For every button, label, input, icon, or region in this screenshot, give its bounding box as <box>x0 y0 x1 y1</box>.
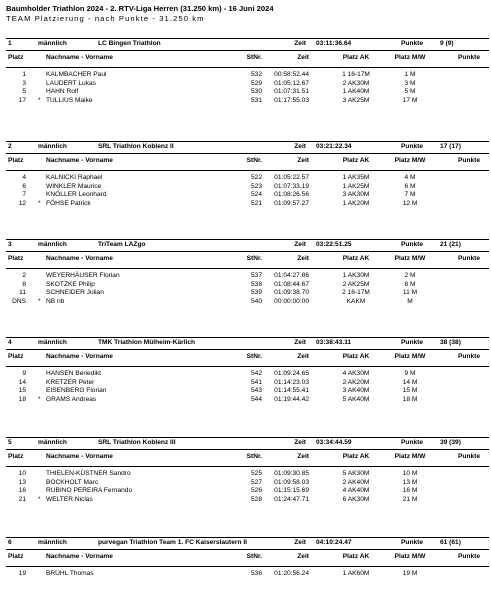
team-time: 03:11:36.64 <box>316 40 352 47</box>
member-platz: 12 <box>18 199 26 207</box>
member-platz-mw: 13 M <box>402 478 418 486</box>
team-time: 03:22:51.25 <box>316 241 352 248</box>
member-name: TULLIUS Maike <box>46 96 93 104</box>
member-marker: * <box>38 297 41 305</box>
member-platz: 17 <box>18 96 26 104</box>
divider <box>6 170 489 171</box>
member-platz-mw: 7 M <box>404 191 416 198</box>
col-punkte: Punkte <box>458 255 480 262</box>
col-stnr: StNr. <box>246 453 262 460</box>
member-name: BRÜHL Thomas <box>46 570 94 577</box>
member-platz: 9 <box>22 370 26 377</box>
member-platz-mw: 9 M <box>404 370 416 377</box>
team-rank: 2 <box>8 143 12 150</box>
col-platz: Platz <box>8 353 24 360</box>
col-zeit: Zeit <box>297 255 309 262</box>
member-name: FÖHSE Patrick <box>46 199 91 207</box>
member-platz-mw: 3 M <box>404 79 416 87</box>
member-zeit: 01:05:12.67 <box>274 79 309 87</box>
col-platz: Platz <box>8 54 24 61</box>
member-stnr: 528 <box>250 495 262 503</box>
member-zeit: 01:08:44.67 <box>274 280 309 288</box>
member-zeit: 00:00:00:00 <box>274 297 309 305</box>
member-marker: * <box>38 495 41 503</box>
member-zeit: 01:09:38.70 <box>274 289 309 296</box>
member-zeit: 01:14:55.41 <box>274 387 309 394</box>
col-zeit: Zeit <box>297 54 309 61</box>
member-platz-mw: 16 M <box>402 487 418 494</box>
member-platz-ak: 4 AK30M <box>342 370 370 377</box>
team-rank: 3 <box>8 241 12 248</box>
divider <box>6 349 489 350</box>
member-platz: 5 <box>22 88 26 95</box>
member-stnr: 532 <box>250 71 262 78</box>
member-platz: 3 <box>22 79 26 87</box>
team-time-label: Zeit <box>294 241 306 248</box>
member-stnr: 531 <box>250 96 262 104</box>
team-points-label: Punkte <box>401 339 423 346</box>
member-stnr: 521 <box>250 199 262 207</box>
member-stnr: 543 <box>250 387 262 394</box>
column-header-row <box>0 254 491 264</box>
col-platz-ak: Platz AK <box>342 553 370 560</box>
team-header-row <box>0 338 491 348</box>
member-platz-ak: 5 AK30M <box>342 470 370 477</box>
table-row <box>0 395 491 405</box>
team-name: SRL Triathlon Koblenz III <box>98 439 176 446</box>
member-platz-mw: 2 M <box>404 272 416 279</box>
col-stnr: StNr. <box>246 553 262 560</box>
member-platz-ak: 4 AK40M <box>342 487 370 494</box>
col-stnr: StNr. <box>246 157 262 164</box>
member-zeit: 01:15:15.69 <box>274 487 309 494</box>
member-name: KNÖLLER Leonhard <box>46 191 107 198</box>
team-points: 9 (9) <box>440 40 454 47</box>
column-header-row <box>0 552 491 562</box>
member-platz: 2 <box>22 272 26 279</box>
member-name: KALMBACHER Paul <box>46 71 107 78</box>
table-row <box>0 569 491 579</box>
col-name: Nachname - Vorname <box>46 553 113 560</box>
member-platz-mw: 18 M <box>402 395 418 403</box>
col-platz-mw: Platz M/W <box>394 453 426 460</box>
member-stnr: 541 <box>250 378 262 386</box>
member-stnr: 526 <box>250 487 262 494</box>
member-platz: 4 <box>22 174 26 181</box>
member-name: WINKLER Maurice <box>46 182 102 190</box>
member-platz: 18 <box>18 395 26 403</box>
member-zeit: 01:09:57.27 <box>274 199 309 207</box>
team-time-label: Zeit <box>294 439 306 446</box>
member-stnr: 529 <box>250 79 262 87</box>
team-time: 03:34:44.59 <box>316 439 352 446</box>
member-name: SCHNEIDER Julian <box>46 289 104 296</box>
member-stnr: 530 <box>250 88 262 95</box>
col-punkte: Punkte <box>458 157 480 164</box>
member-stnr: 536 <box>250 570 262 577</box>
member-platz-mw: 8 M <box>404 280 416 288</box>
member-platz-mw: 12 M <box>402 199 418 207</box>
member-stnr: 542 <box>250 370 262 377</box>
member-marker: * <box>38 96 41 104</box>
member-platz-ak: 2 16-17M <box>342 289 370 296</box>
member-platz: 19 <box>18 570 26 577</box>
col-platz-ak: Platz AK <box>342 453 370 460</box>
member-zeit: 01:04:27.86 <box>274 272 309 279</box>
member-name: LAUDERT Lukas <box>46 79 96 87</box>
divider <box>6 449 489 450</box>
member-platz-ak: 3 AK25M <box>342 96 370 104</box>
member-platz: 11 <box>19 289 26 296</box>
col-platz-mw: Platz M/W <box>394 157 426 164</box>
team-header-row <box>0 538 491 548</box>
member-stnr: 522 <box>250 174 262 181</box>
team-points: 17 (17) <box>440 143 461 150</box>
col-name: Nachname - Vorname <box>46 255 113 262</box>
member-stnr: 544 <box>250 395 262 403</box>
col-name: Nachname - Vorname <box>46 54 113 61</box>
team-rank: 4 <box>8 339 12 346</box>
member-stnr: 523 <box>250 182 262 190</box>
member-platz-ak: 1 16-17M <box>342 71 370 78</box>
member-name: NB nb <box>46 297 65 305</box>
member-name: WEYERHÄUSER Florian <box>46 272 120 279</box>
team-gender: männlich <box>38 143 67 150</box>
col-zeit: Zeit <box>297 157 309 164</box>
member-platz-ak: 1 AK35M <box>342 174 370 181</box>
member-zeit: 01:09:30.85 <box>274 470 309 477</box>
member-platz-mw: 4 M <box>404 174 416 181</box>
member-platz: 1 <box>22 71 26 78</box>
col-stnr: StNr. <box>246 255 262 262</box>
team-header-row <box>0 438 491 448</box>
member-platz: 16 <box>18 487 26 494</box>
member-name: SKOTZKE Philip <box>46 280 95 288</box>
divider <box>6 67 489 68</box>
member-platz: 10 <box>18 470 26 477</box>
team-rank: 6 <box>8 539 12 546</box>
team-name: purvegan Triathlon Team 1. FC Kaiserslautern II <box>98 539 248 546</box>
table-row <box>0 199 491 209</box>
team-points-label: Punkte <box>401 40 423 47</box>
team-points-label: Punkte <box>401 439 423 446</box>
team-time-label: Zeit <box>294 339 306 346</box>
member-stnr: 540 <box>250 297 262 305</box>
divider <box>6 153 489 154</box>
team-gender: männlich <box>38 241 67 248</box>
member-name: GRAMS Andreas <box>46 395 97 403</box>
member-platz: 14 <box>18 378 26 386</box>
team-header-row <box>0 142 491 152</box>
team-name: LC Bingen Triathlon <box>98 40 161 47</box>
team-rank: 1 <box>8 40 12 47</box>
team-gender: männlich <box>38 439 67 446</box>
table-row <box>0 96 491 106</box>
member-platz-ak: 1 AK60M <box>342 570 370 577</box>
col-zeit: Zeit <box>297 353 309 360</box>
col-zeit: Zeit <box>297 553 309 560</box>
member-marker: * <box>38 395 41 403</box>
team-gender: männlich <box>38 539 67 546</box>
team-header-row <box>0 39 491 49</box>
col-zeit: Zeit <box>297 453 309 460</box>
col-platz: Platz <box>8 553 24 560</box>
team-name: TriTeam LAZgo <box>98 241 146 248</box>
col-name: Nachname - Vorname <box>46 157 113 164</box>
col-platz-ak: Platz AK <box>342 54 370 61</box>
member-platz-ak: 2 AK40M <box>342 478 370 486</box>
col-platz-mw: Platz M/W <box>394 353 426 360</box>
col-platz: Platz <box>8 453 24 460</box>
member-zeit: 01:20:56.24 <box>274 570 309 577</box>
member-platz-ak: 1 AK25M <box>342 182 370 190</box>
col-name: Nachname - Vorname <box>46 453 113 460</box>
member-name: HANSEN Benedikt <box>46 370 101 377</box>
member-platz-ak: 5 AK40M <box>342 395 370 403</box>
member-platz-ak: 1 AK30M <box>342 272 370 279</box>
team-header-row <box>0 240 491 250</box>
divider <box>6 466 489 467</box>
member-platz-mw: 5 M <box>404 88 416 95</box>
member-platz-mw: 19 M <box>402 570 418 577</box>
team-points-label: Punkte <box>401 143 423 150</box>
member-platz-mw: 10 M <box>402 470 418 477</box>
member-stnr: 538 <box>250 280 262 288</box>
team-time: 04:10:24.47 <box>316 539 352 546</box>
col-stnr: StNr. <box>246 54 262 61</box>
member-stnr: 537 <box>250 272 262 279</box>
member-platz-ak: 3 AK30M <box>342 191 370 198</box>
member-zeit: 01:09:24.65 <box>274 370 309 377</box>
column-header-row <box>0 53 491 63</box>
member-zeit: 01:24:47.71 <box>274 495 309 503</box>
member-platz-mw: 1 M <box>404 71 416 78</box>
member-name: KALNICKI Raphael <box>46 174 103 181</box>
member-zeit: 01:09:58.03 <box>274 478 309 486</box>
member-platz: 13 <box>18 478 26 486</box>
member-platz-ak: 3 AK40M <box>342 387 370 394</box>
member-marker: * <box>38 199 41 207</box>
member-zeit: 01:14:23.03 <box>274 378 309 386</box>
member-zeit: 01:07:31.51 <box>274 88 309 95</box>
member-platz-mw: 11 M <box>402 289 418 296</box>
col-stnr: StNr. <box>246 353 262 360</box>
divider <box>6 50 489 51</box>
member-zeit: 01:19:44.42 <box>274 395 309 403</box>
member-platz-mw: 14 M <box>402 378 418 386</box>
col-platz-mw: Platz M/W <box>394 553 426 560</box>
page-header <box>6 4 274 23</box>
col-name: Nachname - Vorname <box>46 353 113 360</box>
member-platz: 6 <box>22 182 26 190</box>
member-stnr: 527 <box>250 478 262 486</box>
member-platz: DNS <box>12 297 26 305</box>
col-platz-mw: Platz M/W <box>394 255 426 262</box>
member-zeit: 01:17:55.03 <box>274 96 309 104</box>
member-platz-ak: 6 AK30M <box>342 495 370 503</box>
col-punkte: Punkte <box>458 54 480 61</box>
team-time: 03:38:43.11 <box>316 339 352 346</box>
member-platz: 15 <box>18 387 26 394</box>
team-points: 21 (21) <box>440 241 461 248</box>
member-name: WELTER Niclas <box>46 495 93 503</box>
col-platz: Platz <box>8 255 24 262</box>
member-name: HAHN Rolf <box>46 88 79 95</box>
team-time-label: Zeit <box>294 539 306 546</box>
team-points: 39 (39) <box>440 439 461 446</box>
member-zeit: 00:58:52.44 <box>274 71 309 78</box>
member-platz-mw: 15 M <box>402 387 418 394</box>
member-platz-mw: 17 M <box>402 96 418 104</box>
team-points: 61 (61) <box>440 539 461 546</box>
member-platz: 8 <box>22 280 26 288</box>
member-name: EISENBERG Florian <box>46 387 107 394</box>
col-punkte: Punkte <box>458 553 480 560</box>
member-zeit: 01:07:33.19 <box>274 182 309 190</box>
member-zeit: 01:05:22.57 <box>274 174 309 181</box>
team-rank: 5 <box>8 439 12 446</box>
member-platz: 7 <box>22 191 26 198</box>
page-subtitle: TEAM Platzierung - nach Punkte - 31.250 km <box>6 14 205 23</box>
member-platz-ak: 2 AK30M <box>342 79 370 87</box>
member-stnr: 539 <box>250 289 262 296</box>
col-punkte: Punkte <box>458 453 480 460</box>
member-platz-ak: 2 AK20M <box>342 378 370 386</box>
team-name: SRL Triathlon Koblenz II <box>98 143 174 150</box>
col-punkte: Punkte <box>458 353 480 360</box>
member-name: KRETZER Peter <box>46 378 95 386</box>
member-platz-mw: M <box>407 297 413 305</box>
col-platz-mw: Platz M/W <box>394 54 426 61</box>
team-time-label: Zeit <box>294 143 306 150</box>
team-time-label: Zeit <box>294 40 306 47</box>
member-platz-ak: 1 AK20M <box>342 199 370 207</box>
member-platz-mw: 6 M <box>404 182 416 190</box>
member-name: THIELEN-KÜSTNER Sandro <box>46 470 131 477</box>
col-platz-ak: Platz AK <box>342 255 370 262</box>
member-platz-ak: 2 AK25M <box>342 280 370 288</box>
table-row <box>0 495 491 505</box>
table-row <box>0 297 491 307</box>
divider <box>6 566 489 567</box>
member-platz-mw: 21 M <box>402 495 418 503</box>
team-points: 38 (38) <box>440 339 461 346</box>
team-name: TMK Triathlon Mülheim-Kärlich <box>98 339 196 346</box>
column-header-row <box>0 452 491 462</box>
member-stnr: 525 <box>250 470 262 477</box>
team-gender: männlich <box>38 339 67 346</box>
member-platz-ak: KAKM <box>346 297 366 305</box>
member-platz: 21 <box>18 495 26 503</box>
member-name: BOCKHOLT Marc <box>46 478 99 486</box>
divider <box>6 366 489 367</box>
column-header-row <box>0 156 491 166</box>
column-header-row <box>0 352 491 362</box>
team-points-label: Punkte <box>401 539 423 546</box>
member-platz-ak: 1 AK40M <box>342 88 370 95</box>
divider <box>6 549 489 550</box>
member-zeit: 01:08:26.56 <box>274 191 309 198</box>
team-gender: männlich <box>38 40 67 47</box>
team-time: 03:21:22.34 <box>316 143 352 150</box>
member-name: RUBINO PEREIRA Fernando <box>46 487 133 494</box>
divider <box>6 251 489 252</box>
col-platz-ak: Platz AK <box>342 353 370 360</box>
divider <box>6 268 489 269</box>
col-platz: Platz <box>8 157 24 164</box>
member-stnr: 524 <box>250 191 262 198</box>
col-platz-ak: Platz AK <box>342 157 370 164</box>
page-title: Baumholder Triathlon 2024 - 2. RTV-Liga Herren (31.250 km) - 16 Juni 2024 <box>6 4 274 13</box>
team-points-label: Punkte <box>401 241 423 248</box>
